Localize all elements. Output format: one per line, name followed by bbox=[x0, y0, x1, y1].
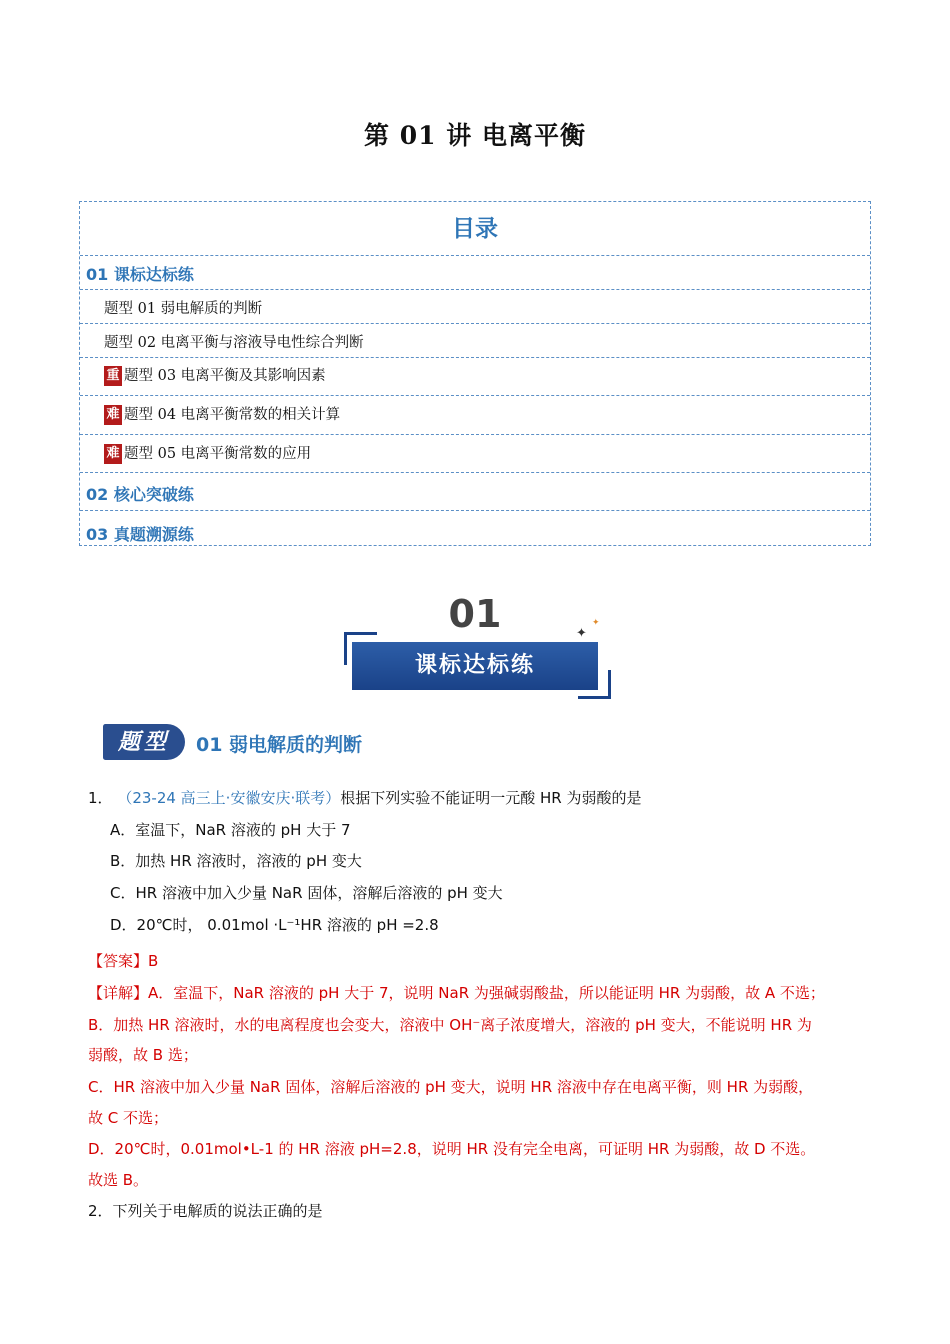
section-number: 01 bbox=[448, 592, 502, 636]
explanation-line: 【详解】A．室温下，NaR 溶液的 pH 大于 7，说明 NaR 为强碱弱酸盐，所以能证明 HR 为弱酸，故 A 不选； bbox=[88, 984, 825, 1002]
question-1-stem bbox=[88, 787, 641, 808]
table-of-contents bbox=[79, 201, 871, 546]
toc-section-label: 02 核心突破练 bbox=[86, 485, 194, 504]
page-title: 第 01 讲 电离平衡 bbox=[364, 121, 586, 150]
question-text: 根据下列实验不能证明一元酸 HR 为弱酸的是 bbox=[340, 789, 642, 807]
explanation-line: 故选 B。 bbox=[88, 1171, 149, 1189]
sparkle-icon: ✦ bbox=[576, 626, 587, 641]
type-title: 01 弱电解质的判断 bbox=[196, 734, 363, 756]
toc-item-label: 题型 05 电离平衡常数的应用 bbox=[124, 446, 312, 462]
option-a: A．室温下，NaR 溶液的 pH 大于 7 bbox=[110, 821, 351, 839]
question-2-stem bbox=[88, 1200, 323, 1221]
section-banner: 课标达标练 bbox=[352, 642, 598, 690]
answer: 【答案】B bbox=[88, 952, 159, 970]
toc-item[interactable] bbox=[80, 290, 870, 324]
toc-section-label: 03 真题溯源练 bbox=[86, 525, 194, 544]
toc-item-label: 题型 02 电离平衡与溶液导电性综合判断 bbox=[104, 335, 364, 351]
type-tag: 题型 bbox=[103, 724, 185, 760]
toc-section-label: 01 课标达标练 bbox=[86, 265, 194, 284]
toc-item[interactable] bbox=[80, 358, 870, 396]
question-number: 1． bbox=[88, 789, 113, 807]
explanation-line: 弱酸，故 B 选； bbox=[88, 1046, 198, 1064]
toc-section-2[interactable] bbox=[80, 473, 870, 511]
important-badge: 重 bbox=[104, 366, 122, 386]
toc-item-label: 题型 03 电离平衡及其影响因素 bbox=[124, 368, 326, 384]
explanation-line: D．20℃时，0.01mol•L-1 的 HR 溶液 pH=2.8，说明 HR 没有完全电离，可证明 HR 为弱酸，故 D 不选。 bbox=[88, 1140, 816, 1158]
toc-item-label: 题型 04 电离平衡常数的相关计算 bbox=[124, 407, 341, 423]
option-d: D．20℃时， 0.01mol ·L⁻¹HR 溶液的 pH =2.8 bbox=[110, 916, 439, 934]
explanation-line: 故 C 不选； bbox=[88, 1109, 169, 1127]
toc-item[interactable] bbox=[80, 324, 870, 358]
toc-item[interactable] bbox=[80, 435, 870, 473]
toc-item-label: 题型 01 弱电解质的判断 bbox=[104, 301, 263, 317]
toc-section-1[interactable] bbox=[80, 256, 870, 290]
difficult-badge: 难 bbox=[104, 405, 122, 425]
explanation-line: B．加热 HR 溶液时，水的电离程度也会变大，溶液中 OH⁻离子浓度增大，溶液的 pH 变大，不能说明 HR 为 bbox=[88, 1016, 812, 1034]
sparkle-icon: ✦ bbox=[592, 618, 600, 628]
question-source: （23-24 高三上·安徽安庆·联考） bbox=[117, 789, 341, 807]
toc-section-3[interactable] bbox=[80, 511, 870, 545]
question-number: 2． bbox=[88, 1202, 113, 1220]
toc-item[interactable] bbox=[80, 396, 870, 435]
toc-header-row bbox=[80, 202, 870, 256]
option-c: C．HR 溶液中加入少量 NaR 固体，溶解后溶液的 pH 变大 bbox=[110, 884, 503, 902]
explanation-line: C．HR 溶液中加入少量 NaR 固体，溶解后溶液的 pH 变大，说明 HR 溶液中存在电离平衡，则 HR 为弱酸， bbox=[88, 1078, 814, 1096]
option-b: B．加热 HR 溶液时，溶液的 pH 变大 bbox=[110, 852, 362, 870]
question-text: 下列关于电解质的说法正确的是 bbox=[112, 1202, 323, 1220]
difficult-badge: 难 bbox=[104, 444, 122, 464]
toc-heading: 目录 bbox=[452, 216, 498, 242]
